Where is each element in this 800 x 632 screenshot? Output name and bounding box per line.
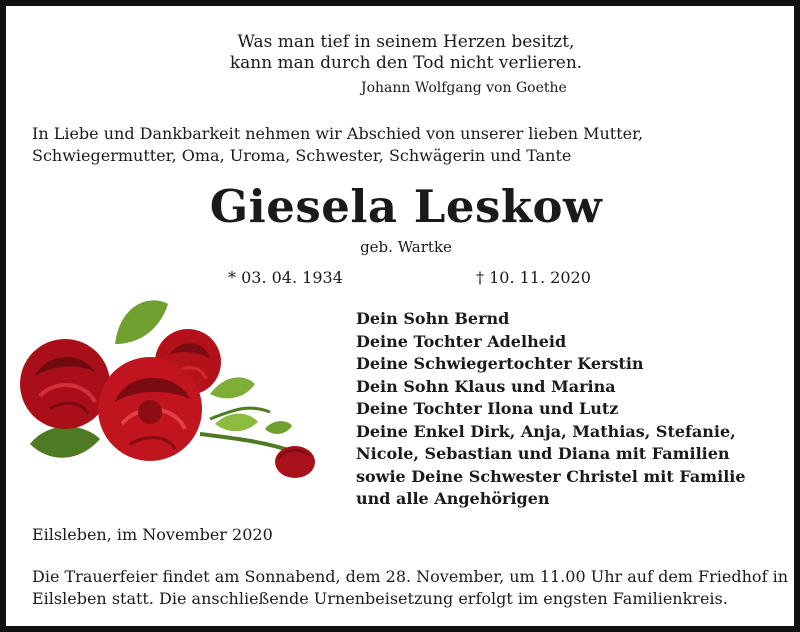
mourners-list <box>356 308 746 511</box>
mourner-line: Deine Tochter Ilona und Lutz <box>356 399 619 418</box>
birth-date: * 03. 04. 1934 <box>228 268 343 287</box>
quote-line-2: kann man durch den Tod nicht verlieren. <box>229 53 583 73</box>
quote-author: Johann Wolfgang von Goethe <box>361 80 567 96</box>
mourner-line: Dein Sohn Bernd <box>356 309 510 328</box>
mourner-line: Dein Sohn Klaus und Marina <box>356 376 616 396</box>
mourner-line: Nicole, Sebastian und Diana mit Familien <box>356 444 730 463</box>
mourner-line: sowie Deine Schwester Christel mit Familie <box>356 466 746 486</box>
service-notice: Die Trauerfeier findet am Sonnabend, dem 28. November, um 11.00 Uhr auf dem Friedhof in Eilsleben statt. Die anschließende Urnenbeisetzung erfolgt im engsten Familienkreis. <box>32 567 788 608</box>
birth-name: geb. Wartke <box>360 238 452 256</box>
mourner-line: Deine Tochter Adelheid <box>356 331 567 351</box>
intro-text: In Liebe und Dankbarkeit nehmen wir Abschied von unserer lieben Mutter, Schwiegermutter, Oma, Uroma, Schwester, Schwägerin und Tante <box>32 124 644 165</box>
red-roses-icon <box>10 284 320 488</box>
mourner-line: Deine Enkel Dirk, Anja, Mathias, Stefanie, <box>356 421 736 441</box>
mourner-line: Deine Schwiegertochter Kerstin <box>356 354 644 373</box>
quote-line-1: Was man tief in seinem Herzen besitzt, <box>237 32 575 52</box>
mourner-line: und alle Angehörigen <box>356 489 550 508</box>
place-date: Eilsleben, im November 2020 <box>32 525 273 544</box>
deceased-name: Giesela Leskow <box>209 180 603 233</box>
death-date: † 10. 11. 2020 <box>476 268 591 287</box>
